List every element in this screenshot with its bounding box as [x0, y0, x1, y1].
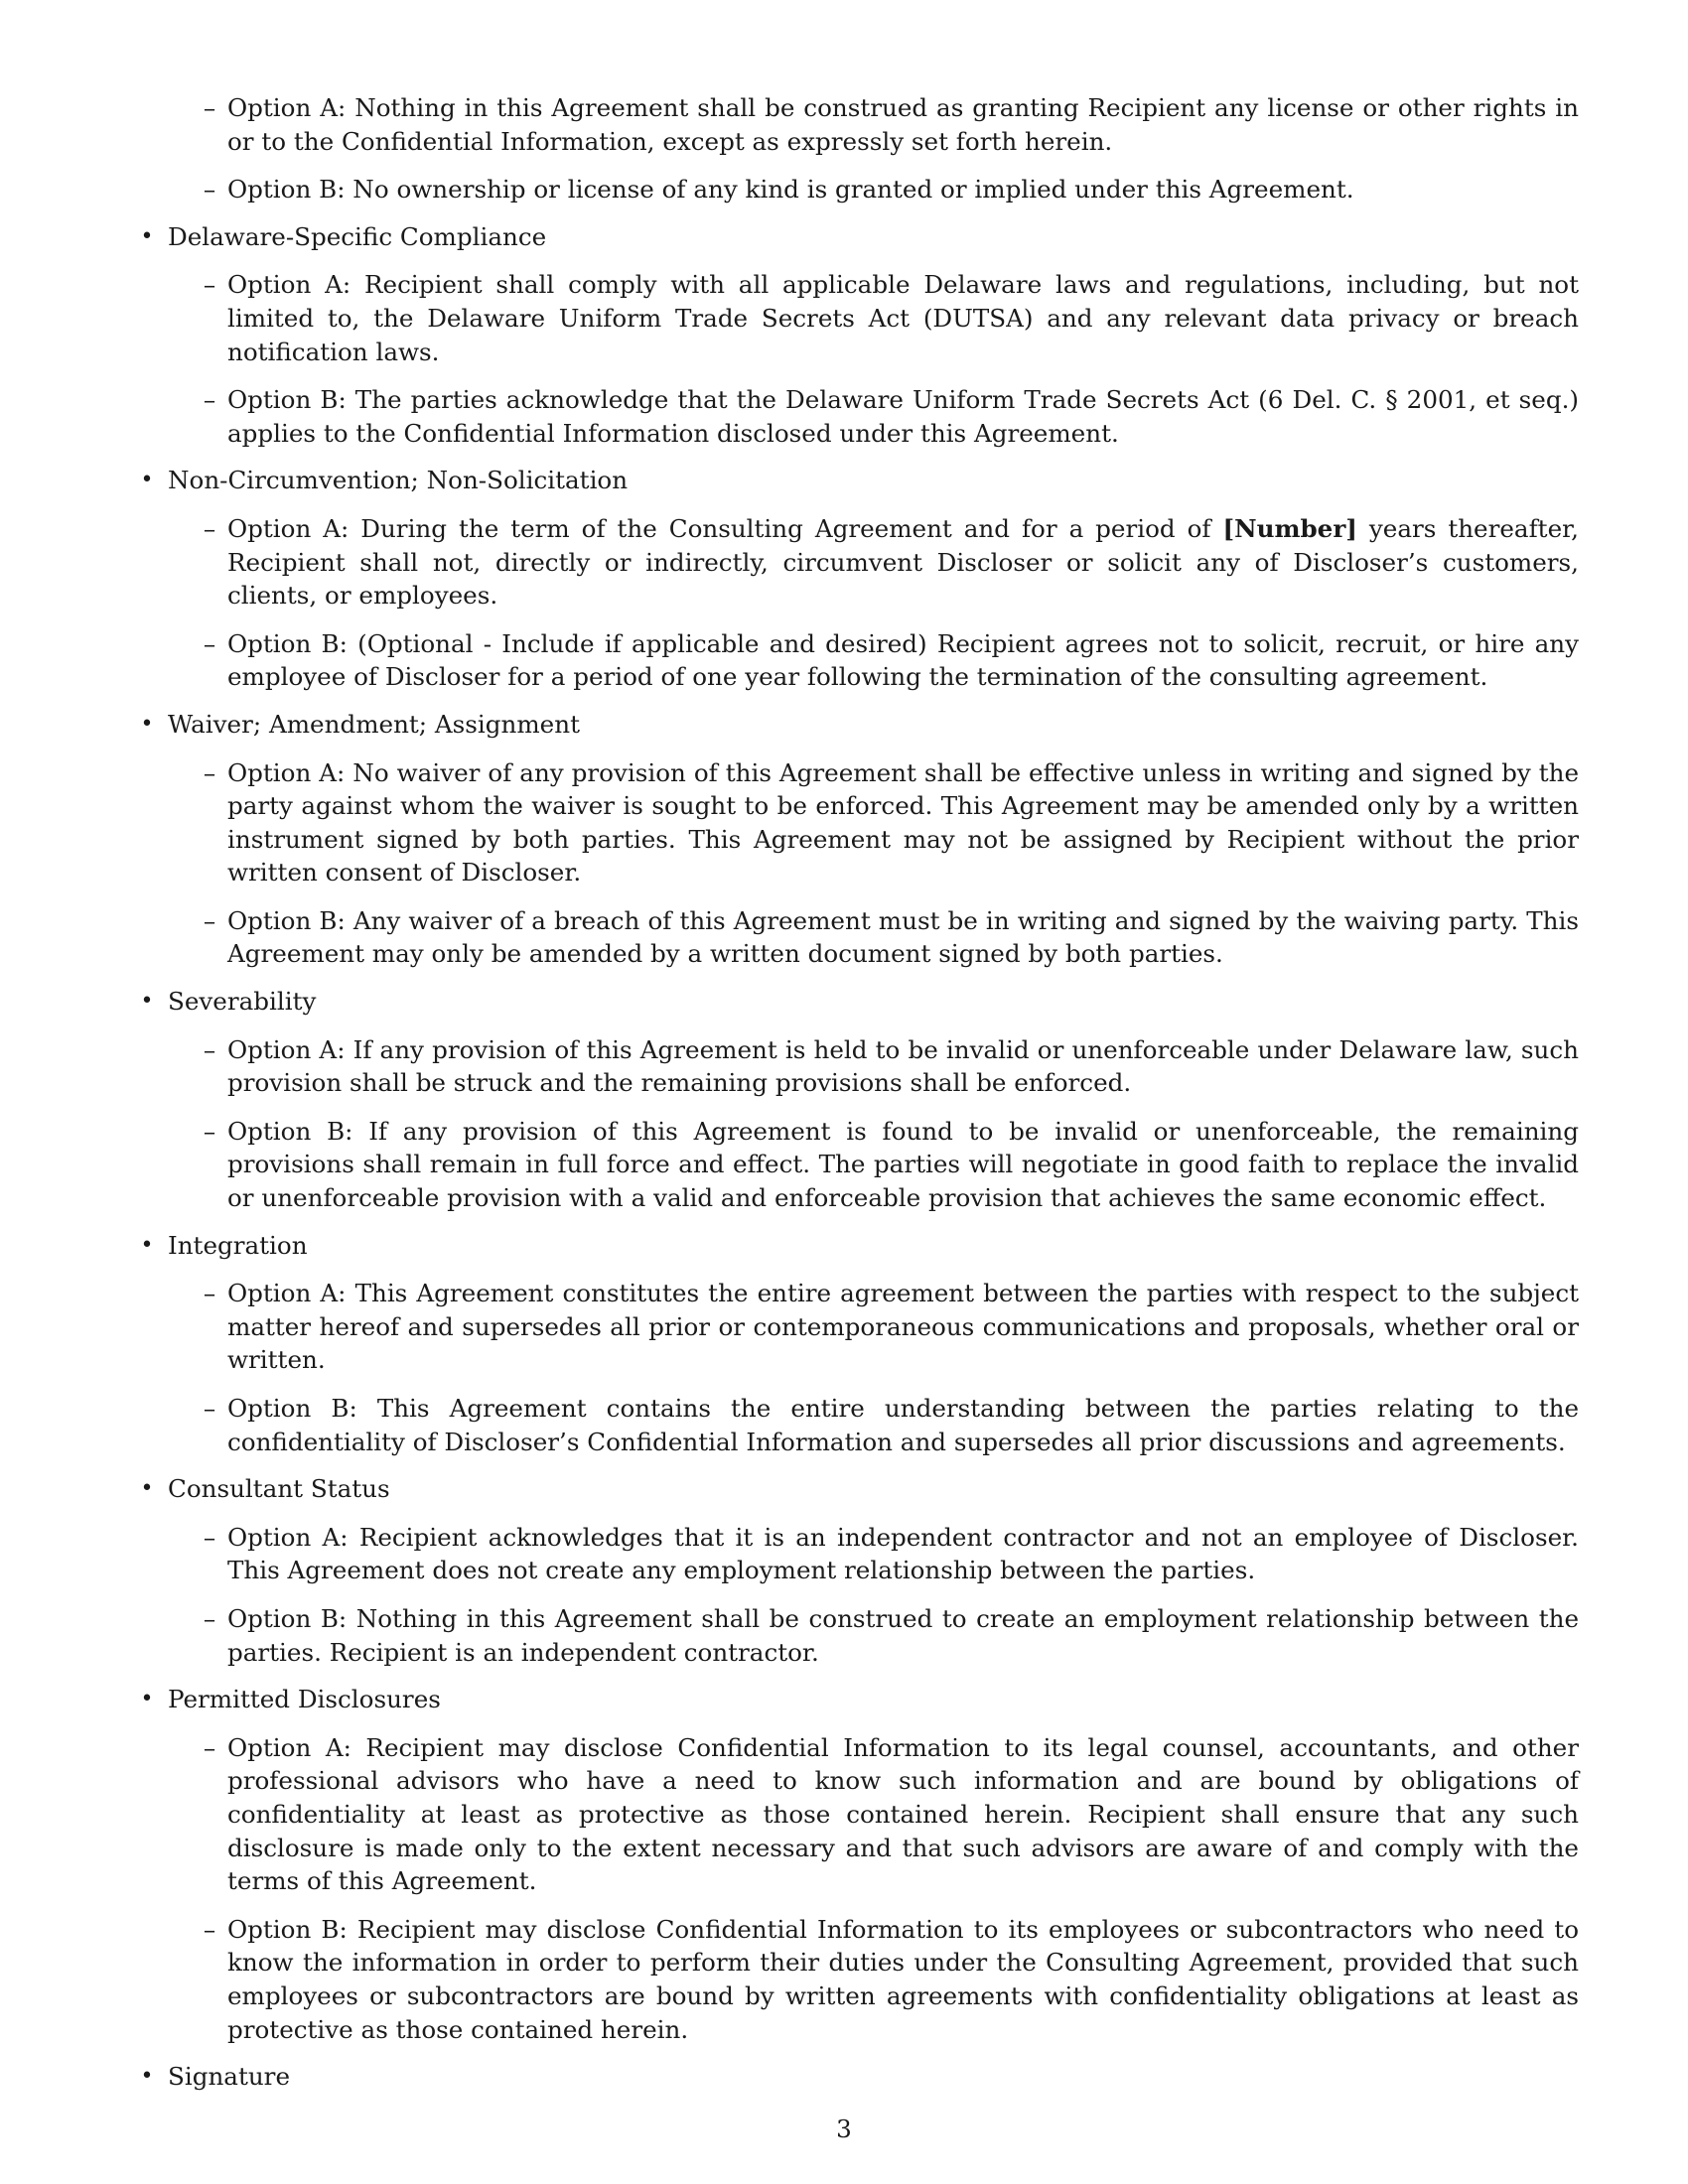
section-integration: [134, 1229, 1579, 1459]
option-text-before: Option A: During the term of the Consulting Agreement and for a period of: [227, 513, 1223, 543]
section-delaware-compliance: [134, 220, 1579, 451]
option-list: [168, 1521, 1579, 1669]
section-title: Non-Circumvention; Non-Solicitation: [168, 466, 629, 495]
section-title: Consultant Status: [168, 1474, 390, 1504]
option-text: Option B: Recipient may disclose Confidential Information to its employees or subcontractors who need to know the information in order to perform their duties under the Consulting Agreement, provided that such employees or subcontractors are bound by written agreements with confidentiality obligations at least as protective as those contained herein.: [227, 1914, 1579, 2044]
option-item: [168, 1277, 1579, 1377]
dash-marker: –: [203, 270, 216, 300]
dash-marker: –: [203, 1522, 216, 1552]
option-list: [168, 1277, 1579, 1458]
continued-section: [134, 91, 1579, 206]
option-list: [168, 268, 1579, 450]
bullet-marker: •: [140, 1232, 154, 1258]
option-text: Option A: If any provision of this Agreement is held to be invalid or unenforceable under Delaware law, such provision shall be struck and the remaining provisions shall be enforced.: [227, 1034, 1579, 1098]
dash-marker: –: [203, 1279, 216, 1308]
option-list: [168, 512, 1579, 694]
bullet-marker: •: [140, 2064, 154, 2090]
dash-marker: –: [203, 1914, 216, 1944]
option-list: [168, 756, 1579, 972]
section-title: Waiver; Amendment; Assignment: [168, 709, 580, 739]
page-number: 3: [836, 2115, 852, 2143]
dash-marker: –: [203, 757, 216, 787]
option-text: Option A: Recipient acknowledges that it is an independent contractor and not an employee of Discloser. This Agreement does not create any employment relationship between the parties.: [227, 1522, 1579, 1585]
option-item: [168, 1115, 1579, 1215]
bullet-marker: •: [140, 468, 154, 493]
option-item: [168, 756, 1579, 889]
option-list: [168, 1731, 1579, 2046]
option-text: Option A: This Agreement constitutes the entire agreement between the parties with respect to the subject matter hereof and supersedes all prior or contemporaneous communications and proposals, whether oral or written.: [227, 1279, 1579, 1375]
option-list: [168, 1033, 1579, 1215]
option-list: [168, 91, 1579, 206]
section-severability: [134, 985, 1579, 1215]
dash-marker: –: [203, 175, 216, 205]
dash-marker: –: [203, 1034, 216, 1064]
bullet-marker: •: [140, 1687, 154, 1712]
option-item: [168, 904, 1579, 971]
dash-marker: –: [203, 905, 216, 935]
option-item: [168, 91, 1579, 158]
dash-marker: –: [203, 1116, 216, 1146]
dash-marker: –: [203, 1394, 216, 1423]
option-text: Option B: The parties acknowledge that the Delaware Uniform Trade Secrets Act (6 Del. C. § 2001, et seq.) applies to the Confidential Information disclosed under this Agreement.: [227, 385, 1579, 448]
option-text: Option B: (Optional - Include if applicable and desired) Recipient agrees not to solicit, recruit, or hire any employee of Discloser for a period of one year following the termination of the consulting agreement.: [227, 628, 1579, 692]
option-text: Option B: No ownership or license of any kind is granted or implied under this Agreement.: [227, 175, 1354, 205]
document-body: [134, 91, 1579, 2108]
section-list: [134, 91, 1579, 2094]
option-text: Option B: This Agreement contains the entire understanding between the parties relating to the confidentiality of Discloser’s Confidential Information and supersedes all prior discussions and agreements.: [227, 1394, 1579, 1456]
option-text: Option A: No waiver of any provision of this Agreement shall be effective unless in writing and signed by the party against whom the waiver is sought to be enforced. This Agreement may be amended only by a written instrument signed by both parties. This Agreement may not be assigned by Recipient without the prior written consent of Discloser.: [227, 757, 1579, 887]
option-item: [168, 1731, 1579, 1898]
option-text: Option B: Nothing in this Agreement shall be construed to create an employment relationship between the parties. Recipient is an independent contractor.: [227, 1603, 1579, 1667]
option-text: Option A: Recipient shall comply with all applicable Delaware laws and regulations, including, but not limited to, the Delaware Uniform Trade Secrets Act (DUTSA) and any relevant data privacy or breach notification laws.: [227, 270, 1579, 366]
dash-marker: –: [203, 628, 216, 658]
option-item: [168, 1392, 1579, 1458]
option-item: [168, 173, 1579, 206]
section-waiver: [134, 708, 1579, 971]
bullet-marker: •: [140, 1476, 154, 1502]
option-text-after: years thereafter, Recipient shall not, directly or indirectly, circumvent Discloser or solicit any of Discloser’s customers, clients, or employees.: [227, 513, 1579, 611]
dash-marker: –: [203, 93, 216, 122]
option-text: Option B: Any waiver of a breach of this Agreement must be in writing and signed by the waiving party. This Agreement may only be amended by a written document signed by both parties.: [227, 905, 1579, 969]
dash-marker: –: [203, 513, 216, 543]
option-item: [168, 1521, 1579, 1587]
option-text: Option B: If any provision of this Agreement is found to be invalid or unenforceable, the remaining provisions shall remain in full force and effect. The parties will negotiate in good faith to replace the invalid or unenforceable provision with a valid and enforceable provision that achieves the same economic effect.: [227, 1116, 1579, 1213]
section-title: Signature: [168, 2062, 290, 2092]
option-item: [168, 1033, 1579, 1100]
section-title: Integration: [168, 1230, 308, 1260]
dash-marker: –: [203, 1732, 216, 1762]
section-permitted-disclosures: [134, 1683, 1579, 2046]
option-text: Option A: Nothing in this Agreement shall be construed as granting Recipient any license or other rights in or to the Confidential Information, except as expressly set forth herein.: [227, 93, 1579, 156]
bullet-marker: •: [140, 711, 154, 737]
bullet-marker: •: [140, 223, 154, 249]
option-text: Option A: Recipient may disclose Confidential Information to its legal counsel, accountants, and other professional advisors who have a need to know such information and are bound by obligations of confidentiality at least as protective as those contained herein. Recipient shall ensure that any such disclosure is made only to the extent necessary and that such advisors are aware of and comply with the terms of this Agreement.: [227, 1732, 1579, 1896]
option-item: [168, 1602, 1579, 1669]
section-title: Severability: [168, 987, 317, 1017]
section-title: Permitted Disclosures: [168, 1685, 441, 1714]
option-item: [168, 383, 1579, 450]
section-non-circumvention: [134, 464, 1579, 694]
bullet-marker: •: [140, 989, 154, 1015]
option-item: [168, 1913, 1579, 2046]
section-title: Delaware-Specific Compliance: [168, 221, 547, 251]
section-consultant-status: [134, 1472, 1579, 1669]
section-signature: [134, 2060, 1579, 2094]
placeholder-number: [Number]: [1222, 513, 1357, 543]
dash-marker: –: [203, 385, 216, 415]
dash-marker: –: [203, 1603, 216, 1633]
option-item: [168, 268, 1579, 368]
option-item: [168, 512, 1579, 613]
option-item: [168, 627, 1579, 694]
